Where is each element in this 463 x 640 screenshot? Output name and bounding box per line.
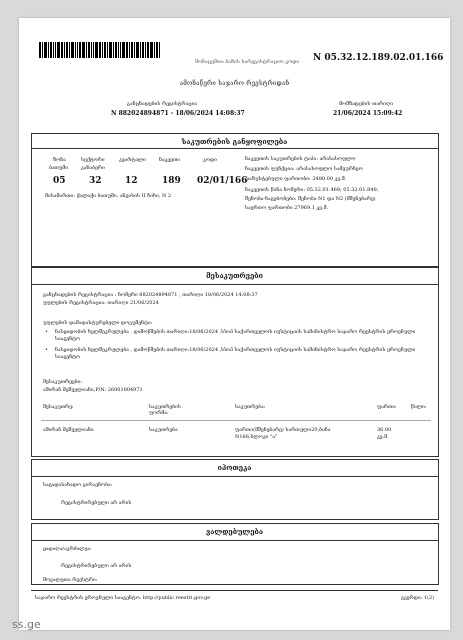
debtors-registry-label: მოვალეთა რეესტრი: (43, 577, 98, 583)
bullet-dot: • (45, 329, 48, 335)
table-header-area: ფართი: (377, 404, 397, 410)
table-header-form: საკუთრების ფორმა: (149, 404, 181, 416)
zone-name: ბათუმი (49, 165, 69, 171)
total-area: საერთო ფართობი 27969.1 კვ.მ. (245, 205, 329, 211)
parcel-area: დაზუსტებული ფართობი: 2480.00 კვ.მ. (245, 176, 347, 182)
barcode (39, 42, 191, 58)
prepared-value: 21/06/2024 15:09:42 (333, 110, 403, 117)
document-title: ამონაწერი საჯარო რეესტრიდან (179, 80, 290, 87)
obligations-section-title: ვალდებულება (205, 527, 264, 536)
right-registration-date: უფლების რეგისტრაცია: თარიღი 21/06/2024 (43, 300, 159, 306)
application-label: განცხადების რეგისტრაცია (127, 101, 198, 107)
col-label-code: კოდი (203, 157, 217, 163)
col-label-zone: ზონა (53, 157, 66, 163)
area-cell: 36.00 კვ.მ. (377, 427, 392, 440)
table-header-property: საკუთრება: (235, 404, 266, 410)
basis-document-2: ნასყიდობის ხელშეკრულება , დამოწმების თარიღი:18/06/2024 ,სსიპ საქართველოს იუსტიციის სამინისტრო საჯარო რეესტრის ეროვნული სააგენტო (55, 347, 416, 360)
col-label-quarter: კვარტალი (119, 157, 146, 163)
col-label-sector: სექტორი (81, 157, 105, 163)
sector-name: კახაბერი (81, 165, 105, 171)
bullet-dot: • (45, 347, 48, 353)
property-section (31, 133, 439, 267)
table-header-share: წილი: (411, 404, 427, 410)
ss-ge-watermark: ss.ge (12, 618, 41, 631)
document-page (19, 18, 450, 630)
code-zone: 05 (53, 176, 66, 186)
code-parcel: 189 (162, 176, 181, 186)
code-full: 02/01/166 (197, 176, 248, 186)
buildings: შენობა-ნაგებობები: შენობა N1 და N2 (მშენებარე) (245, 196, 376, 202)
prepared-label: მომზადების თარიღი (339, 101, 394, 107)
tax-lien-value: რეგისტრირებული არ არის (61, 500, 132, 506)
parcel-function: ნაკვეთის ფუნქცია: არასასოფლო სამეურნეო (245, 166, 363, 172)
basis-title: უფლების დამადასტურებელი დოკუმენტი: (43, 320, 153, 326)
registration-code: N 05.32.12.189.02.01.166 (313, 53, 444, 63)
owners-value: ამირან მეშველიანი,P/N: 26001004971 (43, 387, 143, 393)
seizure-value: რეგისტრირებული არ არის (61, 563, 132, 569)
footer-page-number: გვერდი: 1(2) (401, 595, 435, 601)
tax-lien-label: საგადასახადო გირავნობა: (43, 482, 113, 488)
table-header-owner: მესაკუთრე: (43, 404, 74, 410)
previous-number: ნაკვეთის წინა ნომერი: 05.32.01.469; 05.32.01.840; (245, 187, 379, 193)
owner-name-cell: ამირან მეშველიანი (43, 427, 94, 433)
property-section-title: საკუთრების განყოფილება (181, 137, 288, 146)
property-cell: ფართი(მშენებარე) სართული20,ბინა N166,ბლოკი "ა" (235, 427, 331, 440)
code-sector: 32 (89, 176, 102, 186)
ownership-type: ნაკვეთის საკუთრების ტიპი: არასასოფლო (245, 156, 356, 162)
col-label-parcel: ნაკვეთი (159, 157, 181, 163)
property-address: მისამართი: ქალაქი ბათუმი, ანგისის II ჩიხი, N 2 (45, 193, 172, 199)
basis-document-1: ნასყიდობის ხელშეკრულება , დამოწმების თარიღი:18/06/2024 ,სსიპ საქართველოს იუსტიციის სამინისტრო საჯარო რეესტრის ეროვნული სააგენტო (55, 329, 416, 342)
code-quarter: 12 (125, 176, 138, 186)
mortgage-section-title: იპოთეკა (217, 463, 252, 472)
seizure-label: ყადაღა/აკრძალვა: (43, 546, 92, 552)
barcode-caption: მონაცემთა ბაზის სარეგისტრაციო კოდი (195, 59, 300, 65)
owners-section-title: მესაკუთრეები (206, 271, 263, 280)
application-value: N 882024894871 - 18/06/2024 14:08:37 (111, 110, 245, 117)
ownership-form-cell: საკუთრება (149, 427, 178, 433)
owners-registration: განცხადების რეგისტრაცია : ნომერი 882024894871 , თარიღი 18/06/2024 14:08:37 (43, 292, 258, 298)
owners-label: მესაკუთრეები: (43, 379, 83, 385)
footer-agency: საჯარო რეესტრის ეროვნული სააგენტო. http://public.reestri.gov.ge (35, 595, 211, 601)
